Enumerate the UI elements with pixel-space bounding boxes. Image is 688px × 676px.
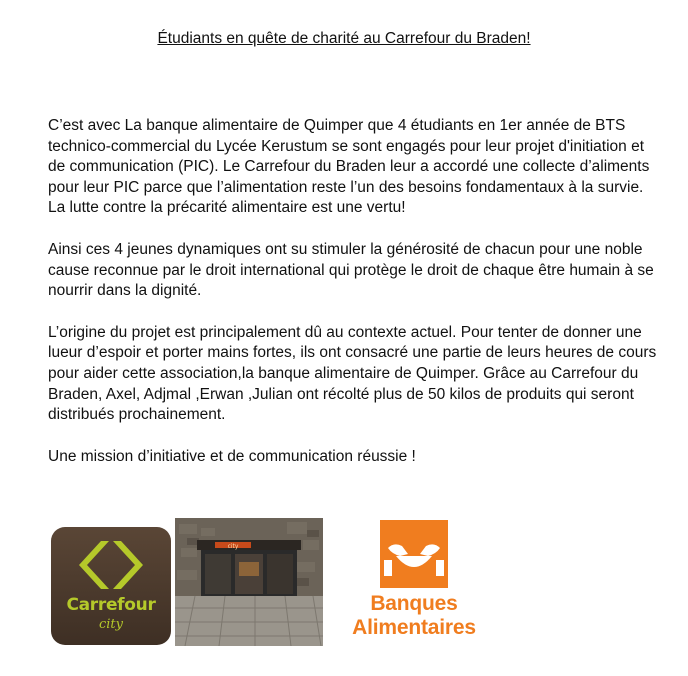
banques-wordmark-line2: Alimentaires	[352, 616, 476, 639]
store-photo	[175, 518, 323, 646]
paragraph-intro: C’est avec La banque alimentaire de Quimper que 4 étudiants en 1er année de BTS technico-commercial du Lycée Kerustum se sont engagés pour leur projet d'initiation et de communication (PIC). Le Carrefour du Braden leur a accordé une collecte d’aliments pour leur PIC parce que l’alimentation reste l’un des besoins fondamentaux à la survie. La lutte contre la précarité alimentaire est une vertu!	[48, 117, 650, 217]
carrefour-city-label: city	[98, 617, 123, 632]
article-title: Étudiants en quête de charité au Carrefour du Braden!	[157, 30, 531, 47]
store-sign-text: city	[227, 543, 239, 550]
store-front-image	[175, 518, 323, 646]
hands-bowl-icon	[380, 520, 448, 588]
banques-logo-square	[380, 520, 448, 588]
paragraph-generosity: Ainsi ces 4 jeunes dynamiques ont su stimuler la générosité de chacun pour une noble cause reconnue par le droit international qui protège le droit de chaque être humain à se nourrir dans la dignité.	[48, 240, 654, 300]
carrefour-symbol-icon	[51, 527, 171, 597]
paragraph-conclusion: Une mission d’initiative et de communication réussie !	[48, 447, 416, 465]
carrefour-wordmark: Carrefour	[66, 595, 156, 615]
article-body	[48, 116, 658, 488]
banques-wordmark-line1: Banques	[370, 592, 458, 615]
carrefour-city-logo	[51, 527, 171, 645]
paragraph-origin: L’origine du projet est principalement dû au contexte actuel. Pour tenter de donner une lueur d’espoir et porter mains fortes, ils ont consacré une partie de leurs heures de cours pour aider cette association,la banque alimentaire de Quimper. Grâce au Carrefour du Braden, Axel, Adjmal ,Erwan ,Julian ont récolté plus de 50 kilos de produits qui seront distribués prochainement.	[48, 323, 657, 424]
banques-alimentaires-logo	[334, 520, 494, 644]
